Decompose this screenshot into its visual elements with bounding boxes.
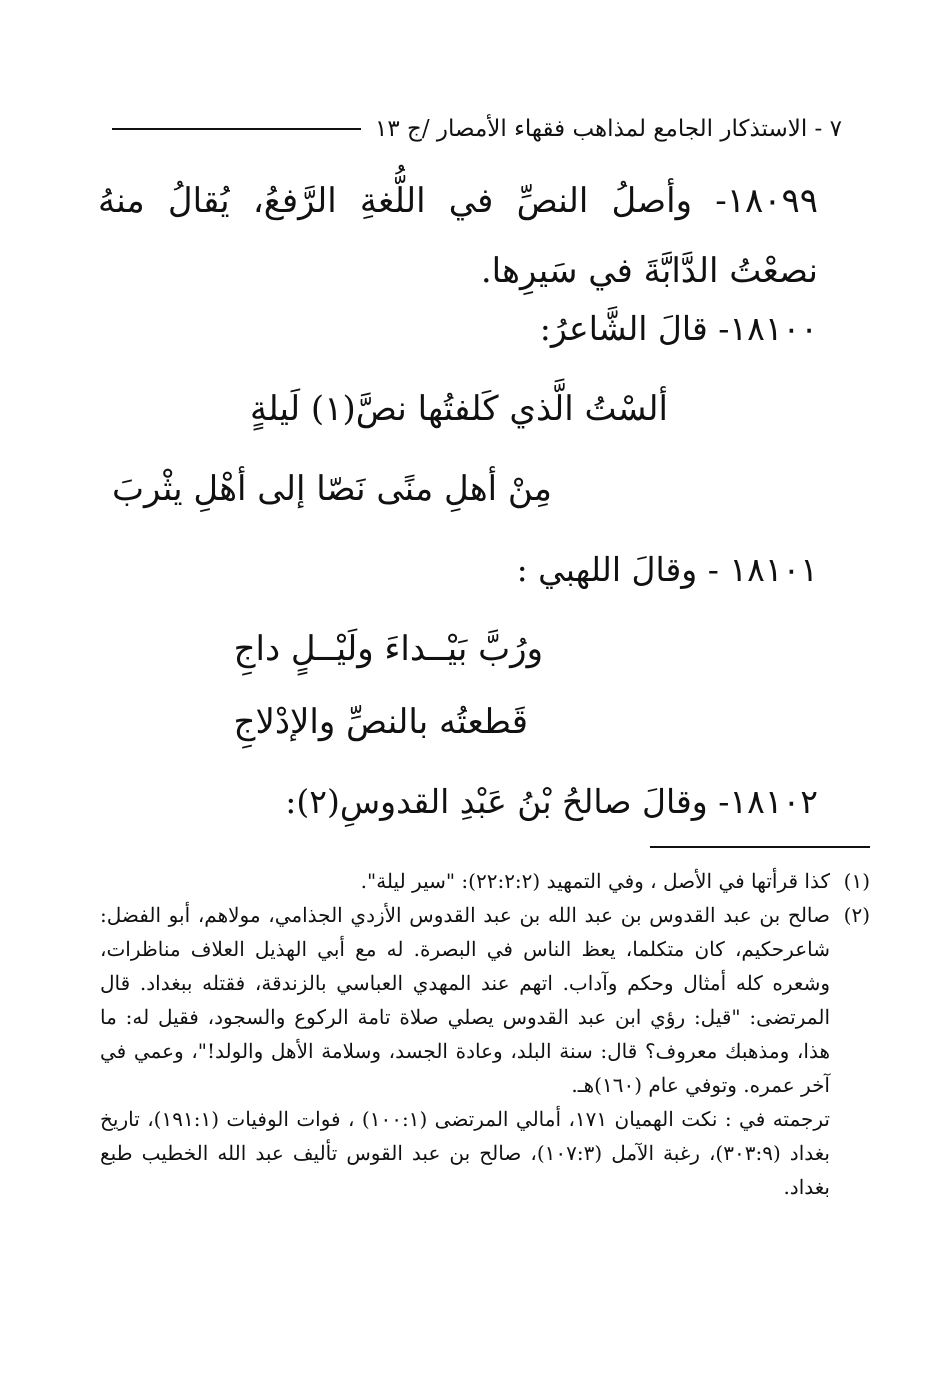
paragraph-18099: ١٨٠٩٩- وأصلُ النصِّ في اللُّغةِ الرَّفعُ، يُقالُ منهُ نصعْتُ الدَّابَّةَ في سَيرِها. — [98, 181, 818, 291]
verse-2-first-hemistich: ورُبَّ بَيْــداءَ ولَيْــلٍ داجِ — [233, 629, 543, 669]
footnote-text: كذا قرأتها في الأصل ، وفي التمهيد (٢٢:٢:٢): "سير ليلة". — [360, 869, 830, 893]
header-rule — [112, 128, 361, 130]
footnote-text: صالح بن عبد القدوس بن عبد الله بن عبد القدوس الأزدي الجذامي، مولاهم، أبو الفضل: شاعرحكيم، كان متكلما، يعظ الناس في البصرة. له مع أبي الهذيل العلاف مناظرات، وشعره كله أمثال وحكم وآداب. اتهم عند المهدي العباسي بالزندقة، فقتله ببغداد. قال المرتضى: "قيل: رؤي ابن عبد القدوس يصلي صلاة تامة الركوع والسجود، فقيل له: ما هذا، ومذهبك معروف؟ قال: سنة البلد، وعادة الجسد، وسلامة الأهل والولد!"، وعمي في آخر عمره. وتوفي عام (١٦٠)هـ. — [100, 903, 830, 1097]
verse-1-second-hemistich: مِنْ أهلِ منًى نَصّا إلى أهْلِ يثْربَ — [112, 469, 552, 509]
verse-1-first-hemistich: ألسْتُ الَّذي كَلفتُها نصَّ(١) لَيلةٍ — [250, 389, 668, 429]
footnote-2 — [100, 898, 870, 1102]
header-title: ٧ - الاستذكار الجامع لمذاهب فقهاء الأمصار /ج ١٣ — [374, 116, 842, 142]
paragraph-18102: ١٨١٠٢- وقالَ صالحُ بْنُ عَبْدِ القدوسِ(٢): — [285, 782, 818, 821]
paragraph-18100: ١٨١٠٠- قالَ الشَّاعرُ: — [539, 309, 818, 348]
footnote-1 — [100, 864, 870, 898]
running-header — [112, 112, 842, 146]
footnote-number: (١) — [843, 869, 870, 893]
verse-2-second-hemistich: قَطعتُه بالنصِّ والإدْلاجِ — [233, 702, 528, 742]
footnote-divider — [650, 846, 870, 848]
paragraph-18101: ١٨١٠١ - وقالَ اللهبي : — [516, 550, 818, 589]
footnote-2-continuation: ترجمته في : نكت الهميان ١٧١، أمالي المرتضى (١٠٠:١) ، فوات الوفيات (١٩١:١)، تاريخ بغداد (٣٠٣:٩)، رغبة الآمل (١٠٧:٣)، صالح بن عبد القوس تأليف عبد الله الخطيب طبع بغداد. — [100, 1107, 830, 1199]
footnote-number: (٢) — [843, 903, 870, 927]
footnotes — [100, 864, 870, 1204]
